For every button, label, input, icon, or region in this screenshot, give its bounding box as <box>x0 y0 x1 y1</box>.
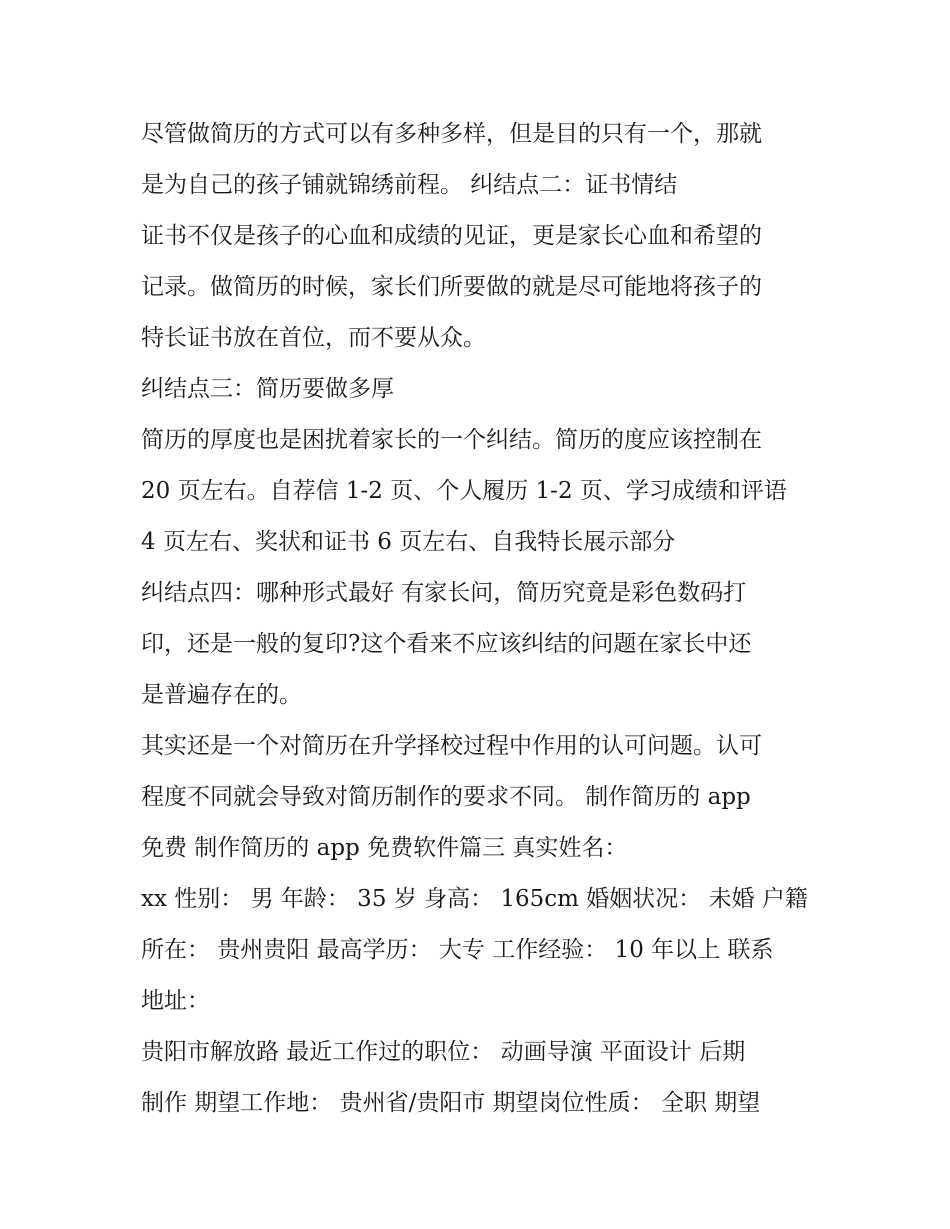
text-line: 纠结点三：简历要做多厚 <box>141 376 394 402</box>
text-line: 贵阳市解放路 最近工作过的职位： 动画导演 平面设计 后期 <box>141 1039 746 1065</box>
text-line: 印，还是一般的复印?这个看来不应该纠结的问题在家长中还 <box>141 631 752 657</box>
body-text <box>141 109 821 1129</box>
text-line: 免费 制作简历的 app 免费软件篇三 真实姓名： <box>141 835 628 861</box>
text-line: 地址： <box>141 988 210 1014</box>
text-line: 简历的厚度也是困扰着家长的一个纠结。简历的度应该控制在 <box>141 427 762 453</box>
text-line: 20 页左右。自荐信 1-2 页、个人履历 1-2 页、学习成绩和评语 <box>141 478 787 504</box>
text-line: 4 页左右、奖状和证书 6 页左右、自我特长展示部分 <box>141 529 676 555</box>
text-line: 证书不仅是孩子的心血和成绩的见证，更是家长心血和希望的 <box>141 223 762 249</box>
text-line: 尽管做简历的方式可以有多种多样，但是目的只有一个，那就 <box>141 121 762 147</box>
text-line: 是普遍存在的。 <box>141 682 302 708</box>
text-line: 特长证书放在首位，而不要从众。 <box>141 325 486 351</box>
text-line: 是为自己的孩子铺就锦绣前程。 纠结点二：证书情结 <box>141 172 678 198</box>
text-line: 程度不同就会导致对简历制作的要求不同。 制作简历的 app <box>141 784 751 810</box>
text-line: 所在： 贵州贵阳 最高学历： 大专 工作经验： 10 年以上 联系 <box>141 937 774 963</box>
text-line: 制作 期望工作地： 贵州省/贵阳市 期望岗位性质： 全职 期望 <box>141 1090 761 1116</box>
text-line: 纠结点四：哪种形式最好 有家长问，简历究竟是彩色数码打 <box>141 580 747 606</box>
text-line: 其实还是一个对简历在升学择校过程中作用的认可问题。认可 <box>141 733 762 759</box>
text-line: 记录。做简历的时候，家长们所要做的就是尽可能地将孩子的 <box>141 274 762 300</box>
text-line: xx 性别： 男 年龄： 35 岁 身高： 165cm 婚姻状况： 未婚 户籍 <box>141 886 808 912</box>
